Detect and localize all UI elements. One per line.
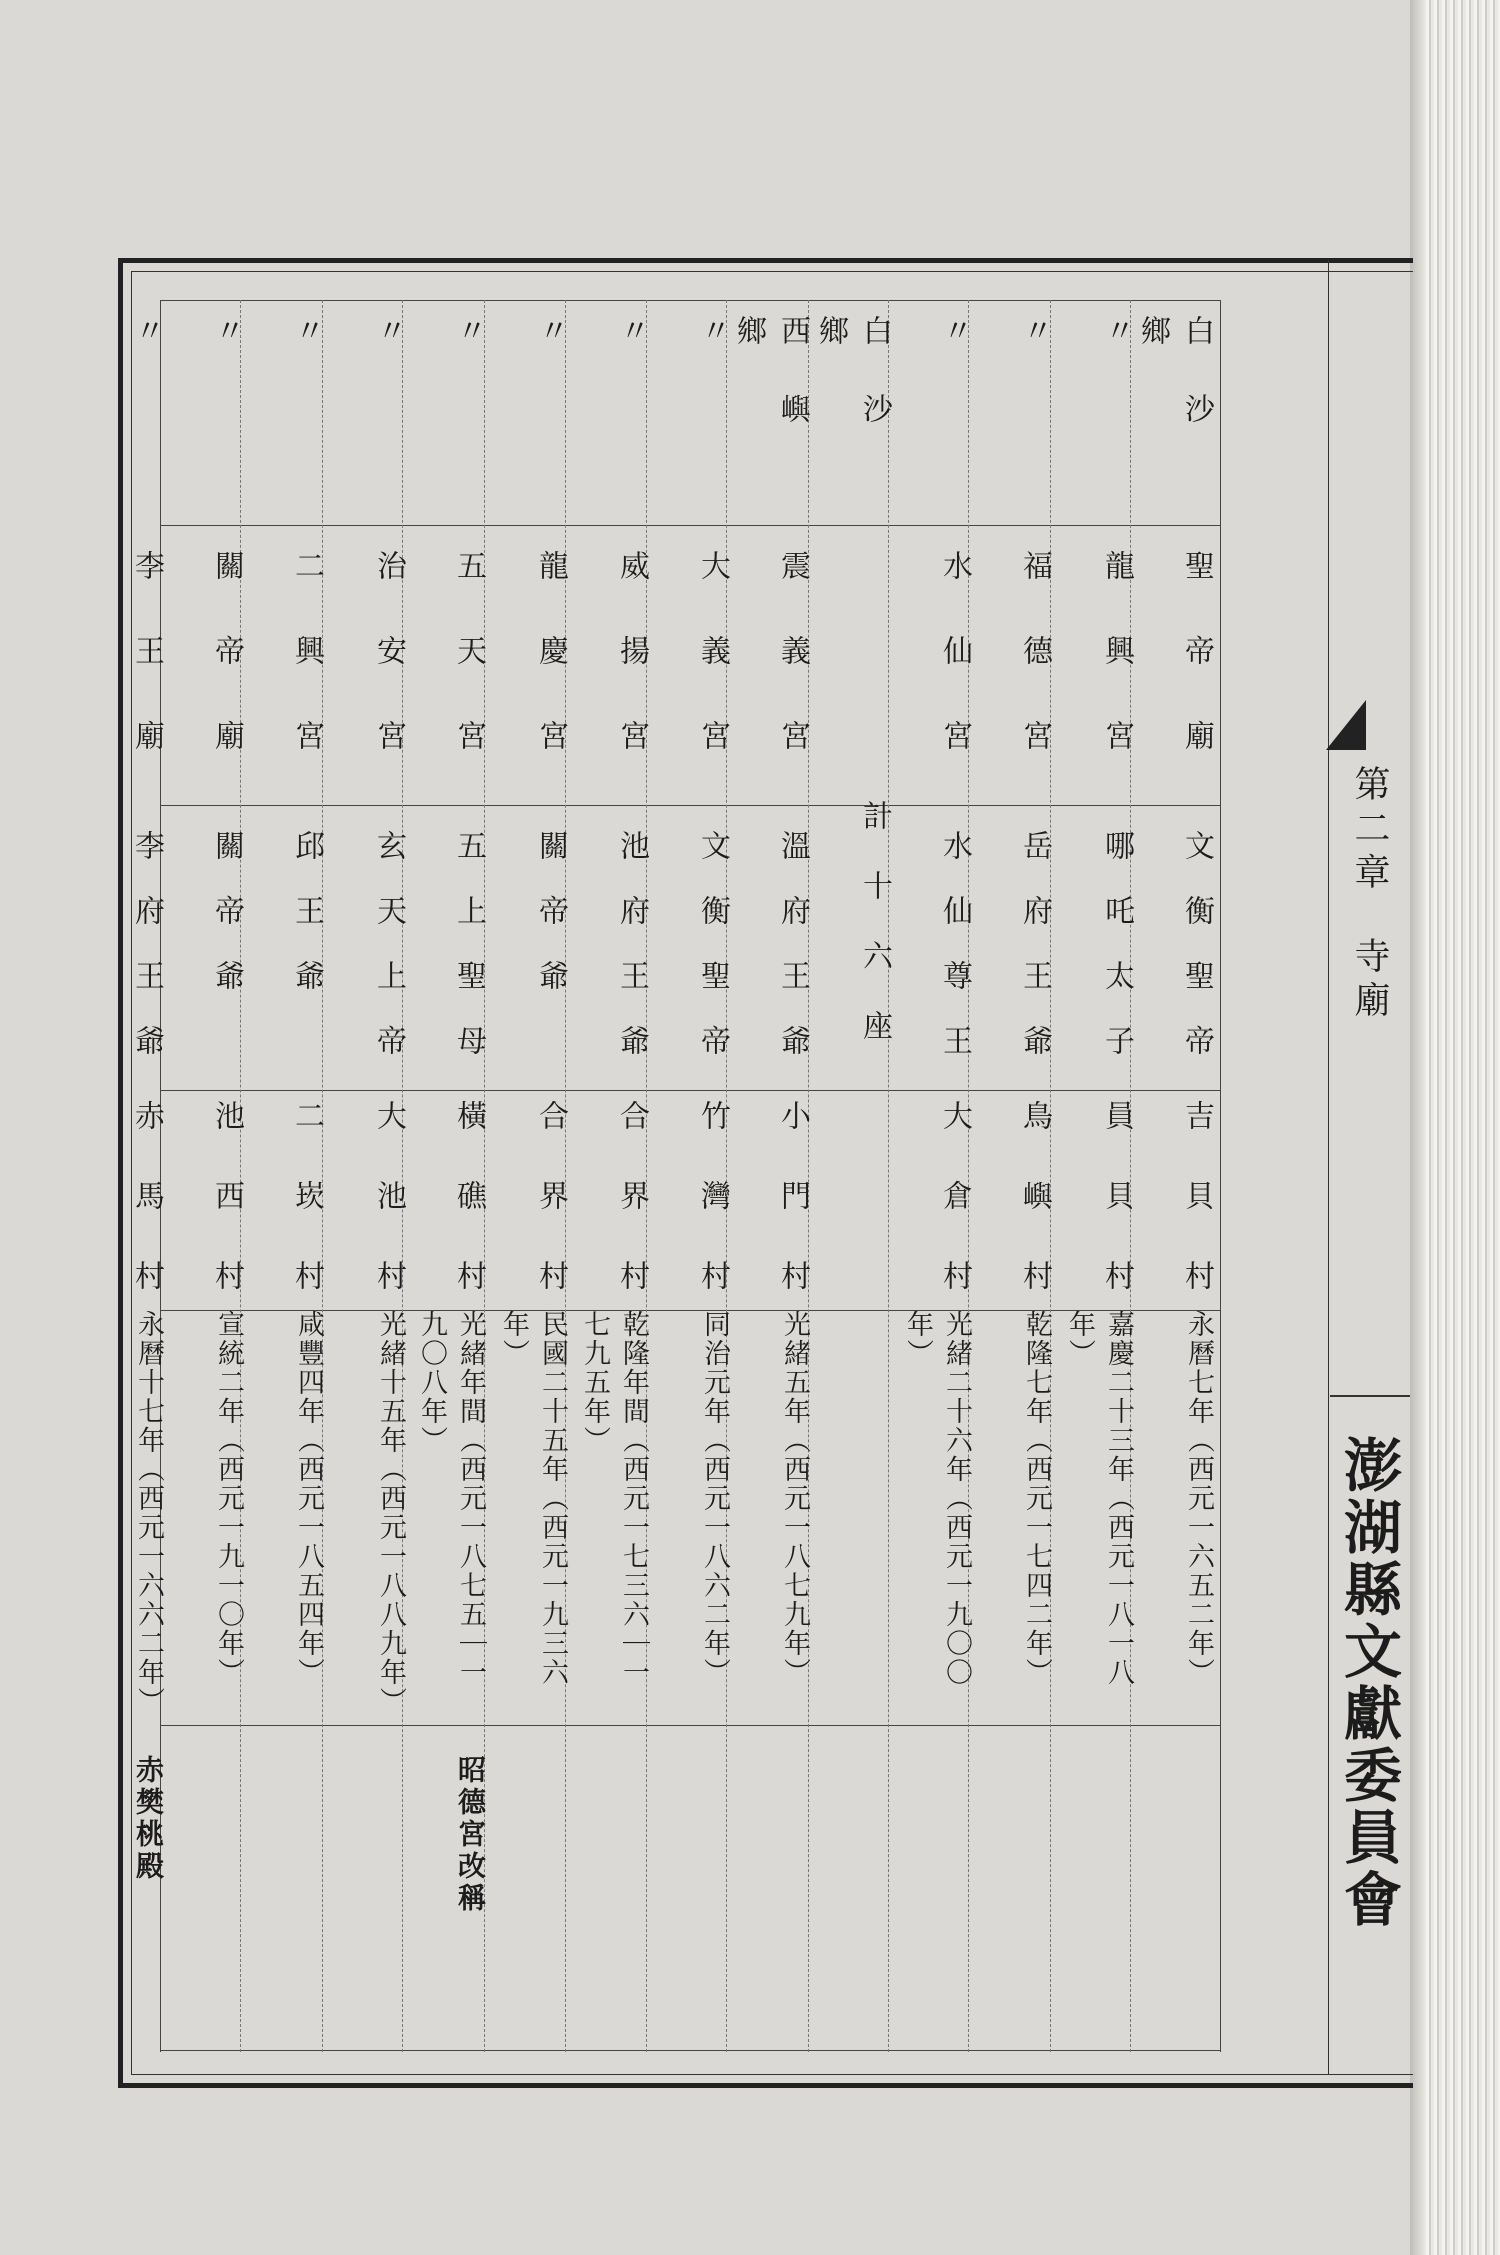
- village-cell: 鳥嶼村: [1017, 1100, 1052, 1340]
- table-row: [1135, 300, 1218, 2052]
- village-cell: 竹灣村: [695, 1100, 730, 1340]
- table-row: [654, 300, 734, 2052]
- village-cell: 池西村: [209, 1100, 244, 1340]
- founding-date-cell: 嘉慶二十三年（西元一八一八年）: [1064, 1310, 1134, 1687]
- location-cell: 〃: [533, 315, 568, 393]
- table-row: [976, 300, 1056, 2052]
- village-cell: 小門村: [775, 1100, 810, 1340]
- table-row: [410, 300, 490, 2052]
- deity-cell: 五上聖母: [451, 830, 486, 1090]
- founding-date-cell: 民國二十五年（西元一九三六年）: [498, 1310, 568, 1687]
- deity-cell: 溫府王爺: [775, 830, 810, 1090]
- founding-date-cell: 乾隆七年（西元一七四二年）: [1021, 1310, 1052, 1687]
- deity-cell: 邱王爺: [289, 830, 324, 1025]
- deity-cell: 關帝爺: [209, 830, 244, 1025]
- founding-date-cell: 光緒五年（西元一八七九年）: [779, 1310, 810, 1687]
- location-cell: 西嶼鄉: [731, 315, 810, 471]
- temple-table: [129, 300, 1220, 2052]
- founding-date-cell: 宣統二年（西元一九一〇年）: [213, 1310, 244, 1687]
- deity-cell: 文衡聖帝: [1179, 830, 1214, 1090]
- location-cell: 〃: [937, 315, 972, 393]
- publisher-rule: [1330, 1395, 1410, 1397]
- village-cell: 橫礁村: [451, 1100, 486, 1340]
- location-cell: 〃: [1099, 315, 1134, 393]
- note-cell: 昭德宮改稱: [454, 1755, 487, 1915]
- location-cell: 〃: [1017, 315, 1052, 393]
- temple-name-cell: 威揚宮: [614, 550, 649, 805]
- deity-cell: 池府王爺: [614, 830, 649, 1090]
- table-row: [88, 300, 168, 2052]
- table-row: [168, 300, 248, 2052]
- village-cell: 大倉村: [937, 1100, 972, 1340]
- note-cell: [492, 1755, 572, 2055]
- village-cell: 赤馬村: [129, 1100, 164, 1340]
- note-cell: [734, 1755, 814, 2055]
- deity-cell: 關帝爺: [533, 830, 568, 1025]
- village-cell: 二崁村: [289, 1100, 324, 1340]
- temple-name-cell: 大義宮: [695, 550, 730, 805]
- table-row: [731, 300, 814, 2052]
- temple-name-cell: 龍興宮: [1099, 550, 1134, 805]
- founding-date-cell: 乾隆年間（西元一七三六｜一七九五年）: [579, 1310, 649, 1687]
- note-cell: [248, 1755, 328, 2055]
- temple-name-cell: 福德宮: [1017, 550, 1052, 805]
- location-cell: 〃: [695, 315, 730, 393]
- village-cell: 吉貝村: [1179, 1100, 1214, 1340]
- note-cell: 赤樊桃殿: [132, 1755, 165, 1883]
- temple-name-cell: 水仙宮: [937, 550, 972, 805]
- note-cell: [1058, 1755, 1138, 2055]
- note-cell: [330, 1755, 410, 2055]
- table-row: [573, 300, 653, 2052]
- founding-date-cell: 光緒二十六年（西元一九〇〇年）: [902, 1310, 972, 1687]
- deity-cell: 岳府王爺: [1017, 830, 1052, 1090]
- founding-date-cell: 光緒十五年（西元一八八九年）: [375, 1310, 406, 1716]
- temple-name-cell: 治安宮: [371, 550, 406, 805]
- deity-cell: 文衡聖帝: [695, 830, 730, 1090]
- running-header: [1325, 765, 1395, 1025]
- deity-cell: 水仙尊王: [937, 830, 972, 1090]
- founding-date-cell: 永曆十七年（西元一六六二年）: [133, 1310, 164, 1716]
- temple-name-cell: 震義宮: [775, 550, 810, 805]
- table-row: [896, 300, 976, 2052]
- subtotal-row: [813, 300, 896, 2052]
- village-cell: 合界村: [614, 1100, 649, 1340]
- temple-name-cell: 聖帝廟: [1179, 550, 1214, 805]
- location-cell: 〃: [289, 315, 324, 393]
- chapter-label: 第二章: [1349, 765, 1390, 897]
- publisher-name: 澎湖縣文獻委員會: [1334, 1435, 1402, 1931]
- temple-name-cell: 二興宮: [289, 550, 324, 805]
- deity-cell: 玄天上帝: [371, 830, 406, 1090]
- note-cell: [573, 1755, 653, 2055]
- chapter-tab-mark: [1326, 700, 1366, 750]
- note-cell: [896, 1755, 976, 2055]
- village-cell: 員貝村: [1099, 1100, 1134, 1340]
- location-cell: 〃: [614, 315, 649, 393]
- note-cell: [976, 1755, 1056, 2055]
- note-cell: [168, 1755, 248, 2055]
- table-row: [492, 300, 572, 2052]
- location-cell: 〃: [371, 315, 406, 393]
- founding-date-cell: 同治元年（西元一八六二年）: [699, 1310, 730, 1687]
- village-cell: 大池村: [371, 1100, 406, 1340]
- temple-name-cell: 關帝廟: [209, 550, 244, 805]
- founding-date-cell: 光緒年間（西元一八七五｜一九〇八年）: [416, 1310, 486, 1687]
- temple-name-cell: 龍慶宮: [533, 550, 568, 805]
- subtotal-cell: 計十六座: [857, 800, 892, 1080]
- location-cell: 〃: [209, 315, 244, 393]
- table-row: [330, 300, 410, 2052]
- location-cell: 〃: [451, 315, 486, 393]
- temple-name-cell: 五天宮: [451, 550, 486, 805]
- founding-date-cell: 永曆七年（西元一六五二年）: [1183, 1310, 1214, 1687]
- location-cell: 白沙鄉: [1135, 315, 1214, 471]
- location-cell: 白沙鄉: [813, 315, 892, 471]
- location-cell: 〃: [129, 315, 164, 393]
- village-cell: 合界村: [533, 1100, 568, 1340]
- section-label: 寺廟: [1349, 937, 1390, 1025]
- table-row: [248, 300, 328, 2052]
- deity-cell: 哪吒太子: [1099, 830, 1134, 1090]
- note-cell: [1138, 1755, 1218, 2055]
- founding-date-cell: 咸豐四年（西元一八五四年）: [293, 1310, 324, 1687]
- temple-name-cell: 李王廟: [129, 550, 164, 805]
- deity-cell: 李府王爺: [129, 830, 164, 1090]
- table-row: [1058, 300, 1138, 2052]
- book-page-edge: [1410, 0, 1500, 2255]
- note-cell: [654, 1755, 734, 2055]
